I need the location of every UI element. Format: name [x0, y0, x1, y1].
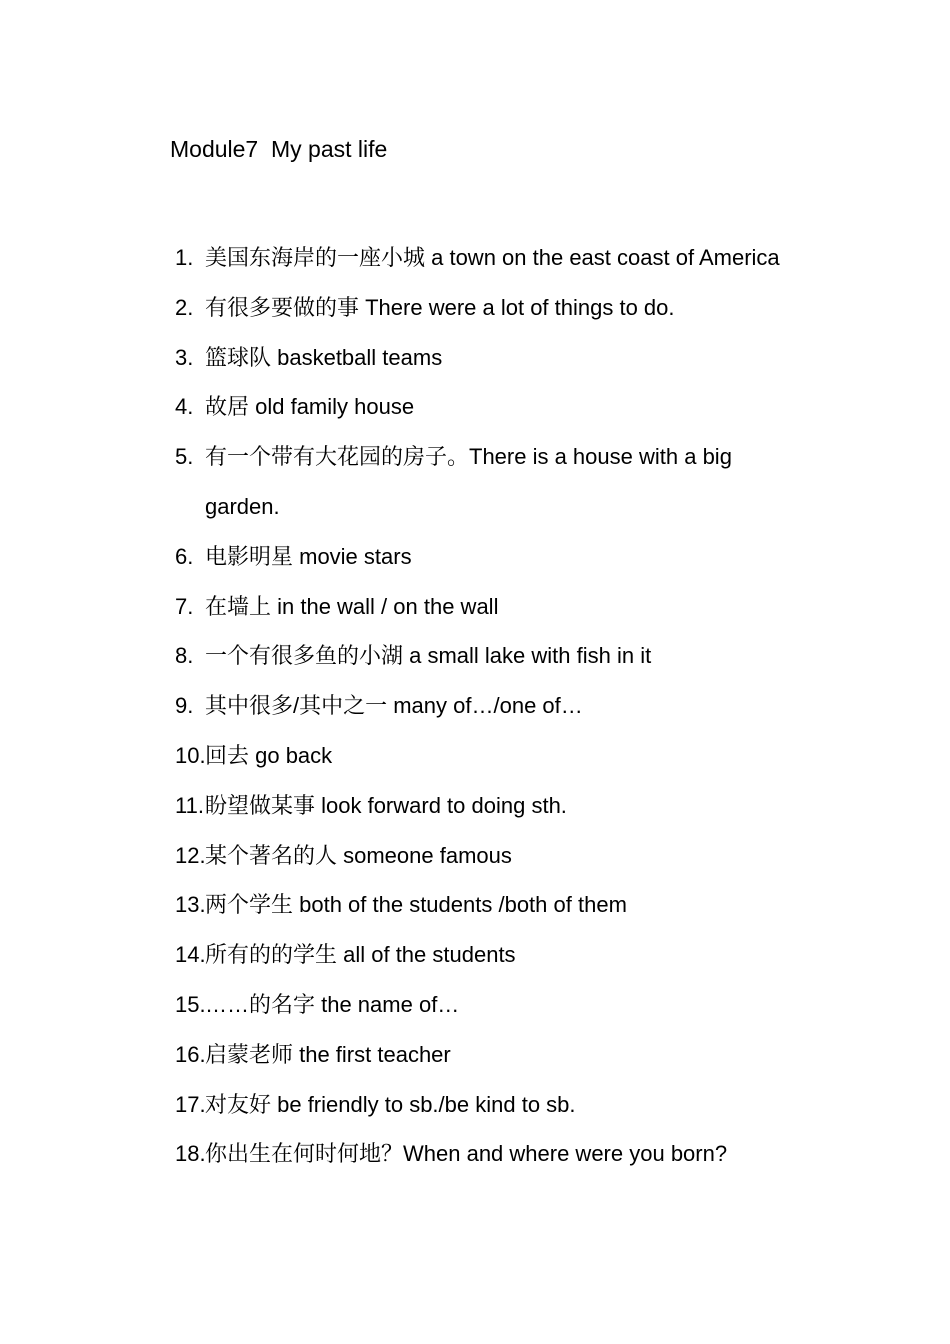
list-item [175, 582, 795, 632]
item-number: 11. [175, 792, 204, 818]
item-number: 7. [175, 593, 194, 619]
item-text: 故居 old family house [205, 394, 415, 420]
item-text: 在墙上 in the wall / on the wall [205, 593, 499, 619]
item-text: ……的名字 the name of… [205, 991, 460, 1017]
vocabulary-list [175, 233, 795, 1179]
list-item [175, 233, 795, 283]
item-text: 有一个带有大花园的房子。There is a house with a big garden. [205, 444, 732, 519]
item-number: 6. [175, 543, 194, 569]
item-number: 18. [175, 1141, 206, 1167]
item-number: 12. [175, 842, 206, 868]
item-text: 一个有很多鱼的小湖 a small lake with fish in it [205, 643, 652, 669]
list-item [175, 731, 795, 781]
item-text: 盼望做某事 look forward to doing sth. [205, 792, 567, 818]
item-text: 电影明星 movie stars [205, 543, 412, 569]
item-number: 1. [175, 245, 194, 270]
list-item [175, 631, 795, 681]
list-item [175, 880, 795, 930]
item-text: 有很多要做的事 There were a lot of things to do. [205, 294, 675, 320]
list-item [175, 831, 795, 881]
item-number: 2. [175, 294, 194, 320]
list-item [175, 283, 795, 333]
list-item [175, 980, 795, 1030]
item-number: 9. [175, 693, 194, 719]
item-text: 你出生在何时何地？When and where were you born? [205, 1141, 728, 1167]
item-text: 其中很多/其中之一 many of…/one of… [205, 693, 583, 719]
list-item [175, 432, 795, 532]
list-item [175, 333, 795, 383]
item-text: 两个学生 both of the students /both of them [205, 892, 627, 918]
item-number: 14. [175, 942, 206, 968]
item-number: 3. [175, 344, 194, 370]
list-item [175, 1030, 795, 1080]
item-number: 10. [175, 742, 206, 768]
item-number: 5. [175, 444, 194, 470]
item-number: 15. [175, 991, 206, 1017]
item-text: 篮球队 basketball teams [205, 344, 443, 370]
list-item [175, 930, 795, 980]
list-item [175, 1080, 795, 1130]
list-item [175, 532, 795, 582]
item-text: 回去 go back [205, 742, 333, 768]
item-text: 对友好 be friendly to sb./be kind to sb. [205, 1091, 576, 1117]
item-text: 所有的的学生 all of the students [205, 942, 516, 968]
item-number: 16. [175, 1041, 206, 1067]
item-number: 4. [175, 394, 194, 420]
item-number: 13. [175, 892, 206, 918]
item-text: 美国东海岸的一座小城 a town on the east coast of America [205, 245, 780, 270]
list-item [175, 681, 795, 731]
item-text: 某个著名的人 someone famous [205, 842, 512, 868]
document-title: Module7 My past life [170, 136, 388, 162]
item-number: 8. [175, 643, 194, 669]
list-item [175, 1129, 795, 1179]
item-number: 17. [175, 1091, 206, 1117]
list-item [175, 382, 795, 432]
list-item [175, 781, 795, 831]
item-text: 启蒙老师 the first teacher [205, 1041, 451, 1067]
